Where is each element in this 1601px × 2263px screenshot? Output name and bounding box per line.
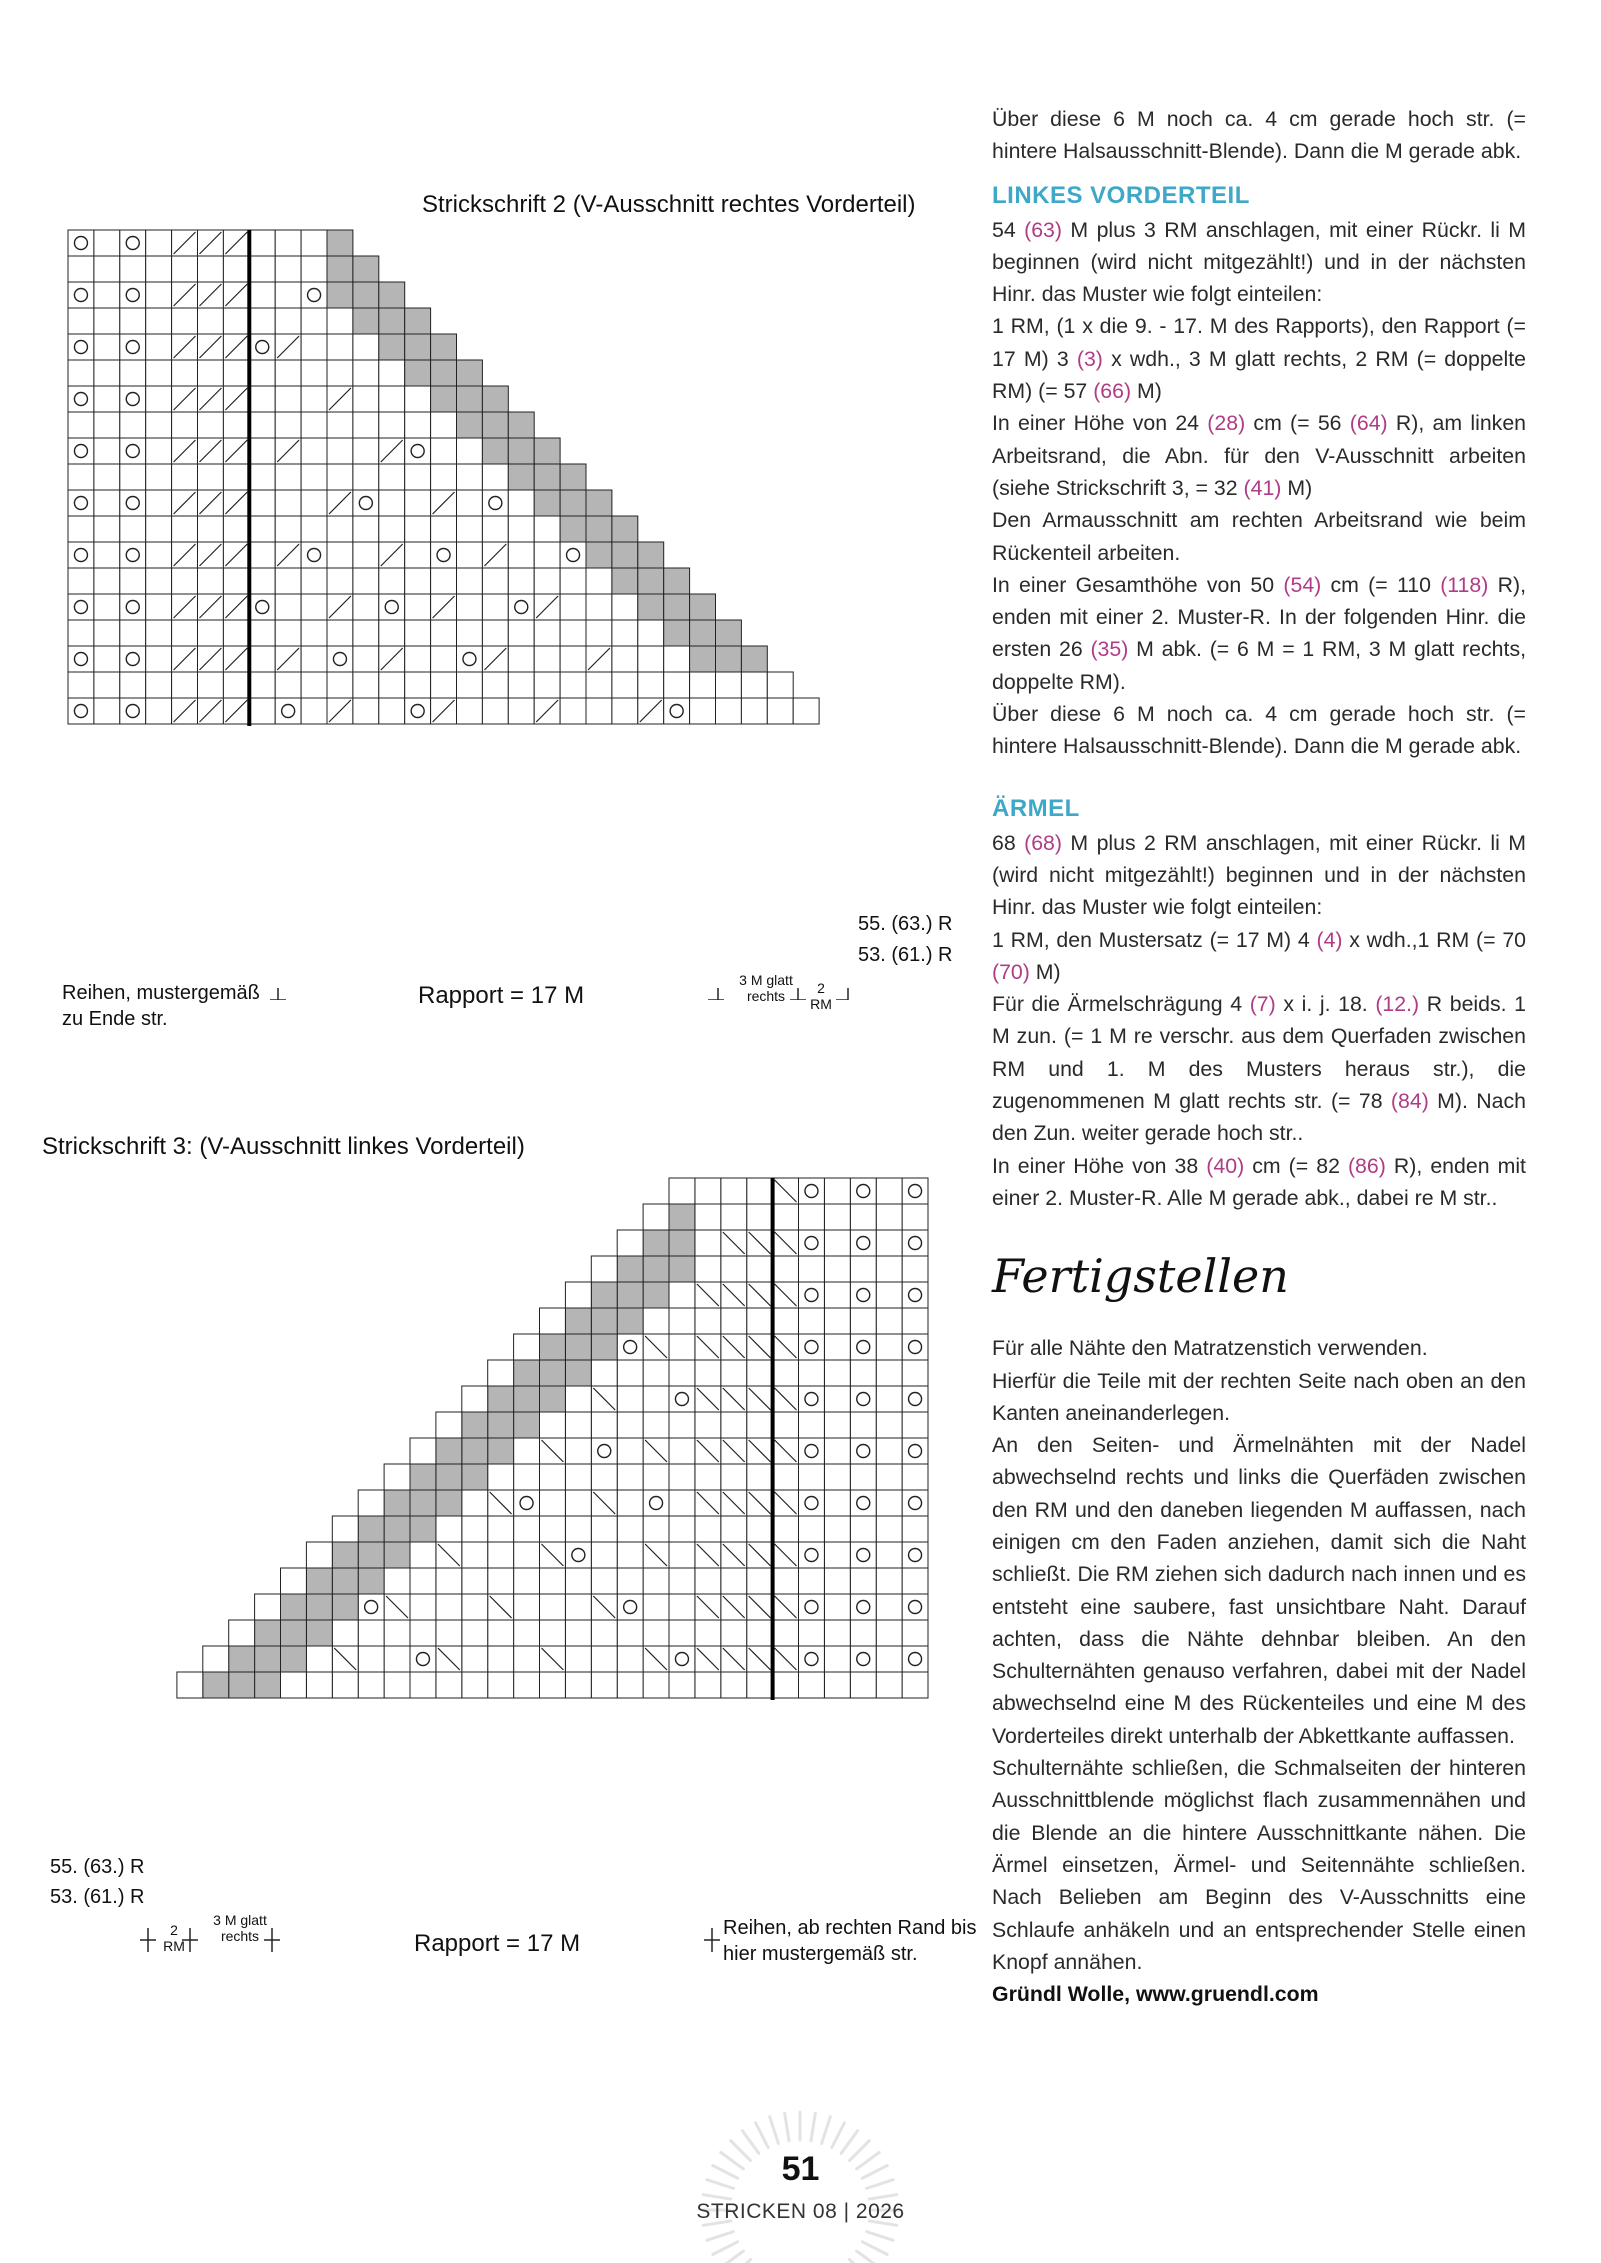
magazine-issue: STRICKEN 08 | 2026 — [696, 2200, 905, 2223]
sunburst-ray — [770, 2117, 779, 2144]
sunburst-ray — [862, 2242, 887, 2255]
credit-line: Gründl Wolle, www.gruendl.com — [992, 1982, 1319, 2007]
finishing-p4: Schulternähte schließen, die Schmalseiten der hinteren Ausschnittblende möglichst flach zusammennähen und die Blende an die hintere Ausschnittkante nähen. Die Ärmel einsetzen, Ärmel- und Seitennähte schließen. Nach Belieben am Beginn des V-Ausschnitts eine Schlaufe anhäkeln und an entsprechender Stelle einen Knopf annähen. — [992, 1756, 1526, 1974]
left-front-closing: Über diese 6 M noch ca. 4 cm gerade hoch str. (= hintere Halsausschnitt-Blende). Dann die M gerade abk. — [992, 702, 1526, 759]
left-front-layout: 1 RM, (1 x die 9. - 17. M des Rapports), den Rapport (= 17 M) 3 (3) x wdh., 3 M glatt rechts, 2 RM (= doppelte RM) (= 57 (66) M) — [992, 314, 1527, 404]
sunburst-ray — [869, 2195, 897, 2199]
sunburst-ray — [867, 2232, 894, 2241]
chart3-glatt-label: 3 M glatt rechts — [213, 1912, 267, 1944]
sleeve-slope: Für die Ärmelschrägung 4 (7) x i. j. 18. (12.) R beids. 1 M zun. (= 1 M re verschr. aus dem Querfaden zwischen RM und 1. M des Musters heraus str.), die zugenommenen M glatt rechts str. (= 78 (84) M). Nach den Zun. weiter gerade hoch str.. — [992, 992, 1527, 1146]
sunburst-ray — [857, 2251, 880, 2263]
left-front-total: In einer Gesamthöhe von 50 (54) cm (= 110 (118) R), enden mit einer 2. Muster-R. In der folgenden Hinr. die ersten 26 (35) M abk. (= 6 M = 1 RM, 3 M glatt rechts, doppelte RM). — [992, 572, 1527, 694]
chart3-right-note: Reihen, ab rechten Rand bis hier mustergemäß str. — [723, 1917, 977, 1965]
sleeve-end: In einer Höhe von 38 (40) cm (= 82 (86) R), enden mit einer 2. Muster-R. Alle M gerade abk., dabei re M str.. — [992, 1153, 1526, 1210]
chart2-row-label-top: 55. (63.) R — [858, 913, 953, 935]
intro-paragraph: Über diese 6 M noch ca. 4 cm gerade hoch str. (= hintere Halsausschnitt-Blende). Dann die M gerade abk. — [992, 107, 1526, 164]
sunburst-ray — [811, 2113, 815, 2141]
chart2-rm-label: 2 RM — [810, 980, 832, 1012]
chart2-title: Strickschrift 2 (V-Ausschnitt rechtes Vorderteil) — [422, 191, 916, 218]
chart2-repeat-label: Rapport = 17 M — [418, 982, 585, 1009]
sunburst-ray — [713, 2242, 738, 2255]
left-front-heading: LINKES VORDERTEIL — [992, 181, 1250, 209]
chart3-rm-label: 2 RM — [163, 1922, 185, 1954]
sunburst-ray — [822, 2117, 831, 2144]
sunburst-ray — [785, 2113, 789, 2141]
chart2-row-label-bottom: 53. (61.) R — [858, 944, 953, 966]
sunburst-ray — [707, 2232, 734, 2241]
finishing-p3: An den Seiten- und Ärmelnähten mit der Nadel abwechselnd rechts und links die Querfäden zwischen den RM und den daneben liegenden M auffassen, nach einigen cm den Faden anziehen, damit sich die Naht schließt. Die RM ziehen sich dadurch nach innen und es entsteht eine saubere, fast unsichtbare Naht. Darauf achten, dass die Nähte dehnbar bleiben. An den Schulternähten genauso verfahren, dabei mit der Nadel abwechselnd eine M des Rückenteiles und eine M des Vorderteiles direkt unterhalb der Abkettkante auffassen. — [992, 1433, 1526, 1748]
chart3-row-label-bottom: 53. (61.) R — [50, 1886, 145, 1908]
finishing-heading: Fertigstellen — [992, 1249, 1289, 1304]
sleeve-heading: ÄRMEL — [992, 794, 1080, 822]
sunburst-ray — [832, 2123, 845, 2148]
chart3-row-label-top: 55. (63.) R — [50, 1856, 145, 1878]
left-front-height: In einer Höhe von 24 (28) cm (= 56 (64) R), am linken Arbeitsrand, die Abn. für den V-Ausschnitt arbeiten (siehe Strickschrift 3, = 32 (41) M) — [992, 411, 1527, 500]
chart2-left-note: Reihen, mustergemäß zu Ende str. — [62, 982, 260, 1030]
finishing-p2: Hierfür die Teile mit der rechten Seite nach oben an den Kanten aneinanderlegen. — [992, 1368, 1526, 1425]
sunburst-ray — [756, 2123, 769, 2148]
sunburst-ray — [721, 2251, 744, 2263]
sleeve-layout: 1 RM, den Mustersatz (= 17 M) 4 (4) x wdh.,1 RM (= 70 (70) M) — [992, 927, 1527, 984]
finishing-p1: Für alle Nähte den Matratzenstich verwenden. — [992, 1336, 1428, 1361]
page-number: 51 — [781, 2150, 820, 2188]
sunburst-ray — [703, 2195, 731, 2199]
sleeve-cast-on: 68 (68) M plus 2 RM anschlagen, mit einer Rückr. li M (wird nicht mitgezählt!) beginnen und in der nächsten Hinr. das Muster wie folgt einteilen: — [992, 830, 1527, 920]
chart3-title: Strickschrift 3: (V-Ausschnitt linkes Vorderteil) — [42, 1133, 525, 1160]
chart3-repeat-label: Rapport = 17 M — [414, 1930, 581, 1957]
left-front-cast-on: 54 (63) M plus 3 RM anschlagen, mit einer Rückr. li M beginnen (wird nicht mitgezählt!) und in der nächsten Hinr. das Muster wie folgt einteilen: — [992, 217, 1527, 307]
left-front-armhole: Den Armausschnitt am rechten Arbeitsrand wie beim Rückenteil arbeiten. — [992, 508, 1526, 565]
chart2-glatt-label: 3 M glatt rechts — [739, 972, 793, 1004]
